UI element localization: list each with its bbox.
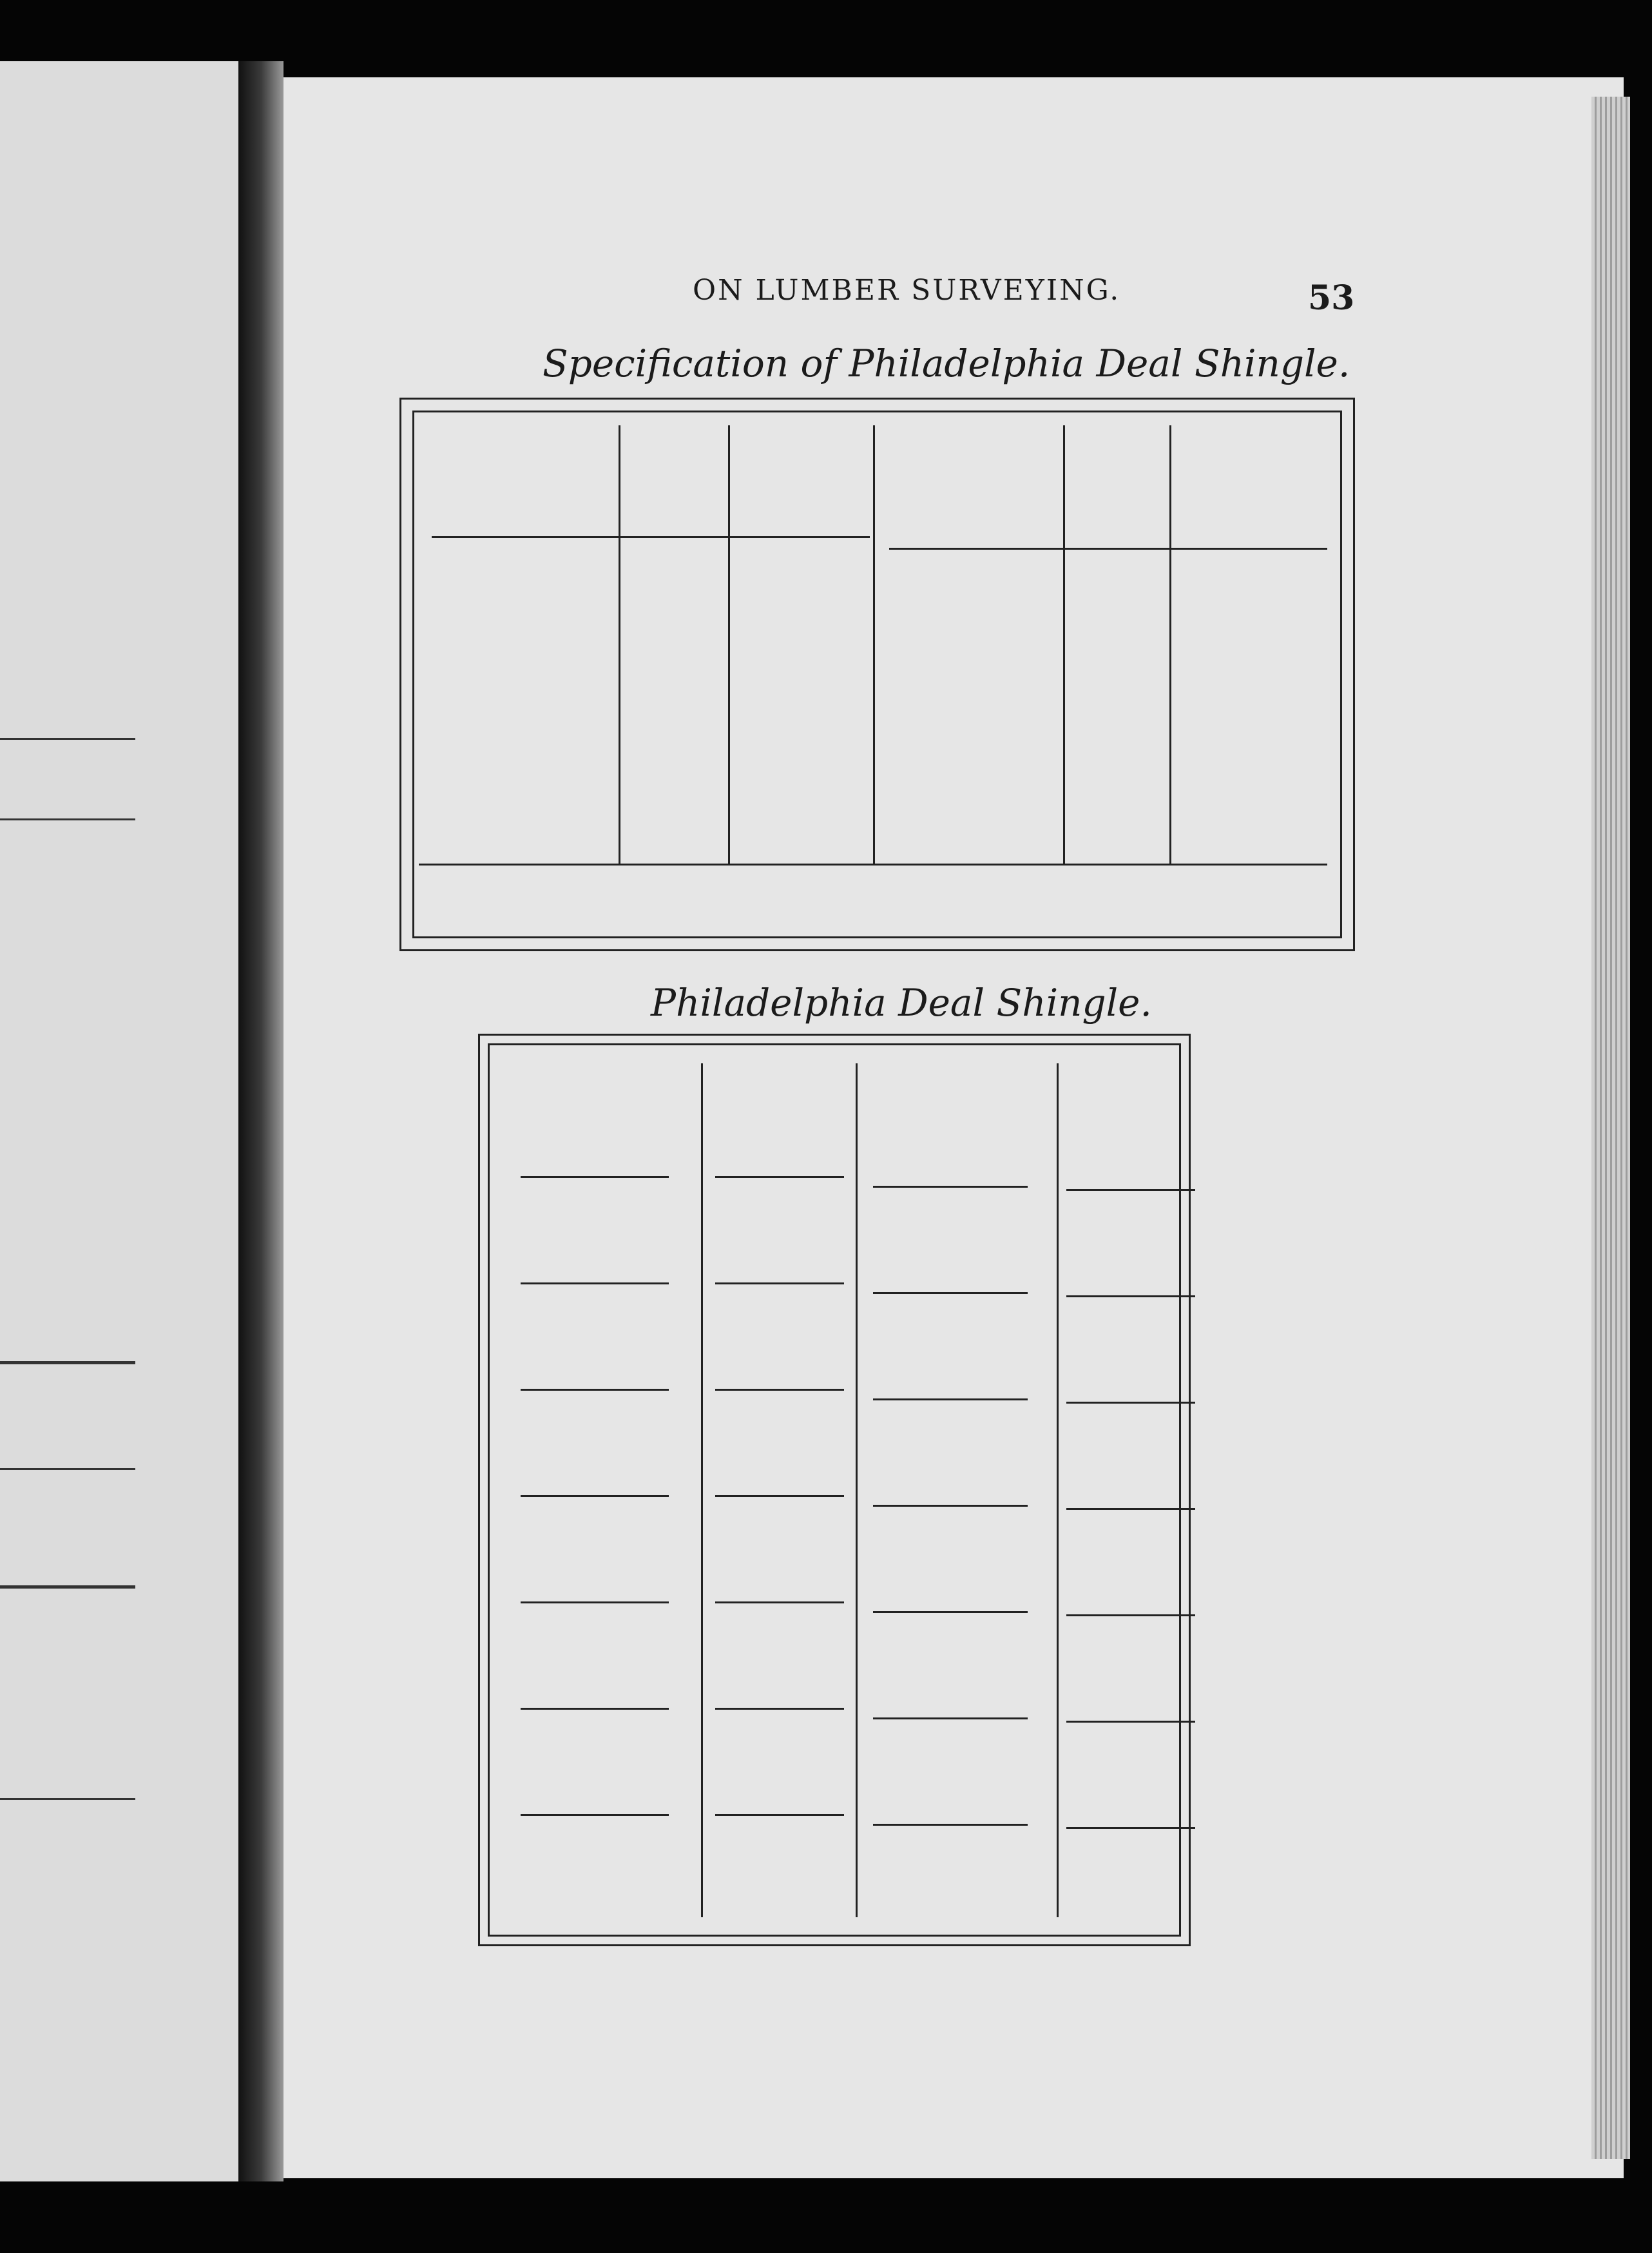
table2-row-rule	[715, 1708, 844, 1710]
table2-row-rule	[873, 1717, 1028, 1719]
running-title: ON LUMBER SURVEYING.	[693, 274, 1121, 307]
table1-inner-frame	[412, 411, 1342, 938]
table2-row-rule	[873, 1292, 1028, 1294]
table1-column-rule	[619, 425, 620, 864]
table2-row-rule	[715, 1389, 844, 1391]
table2-row-rule	[715, 1814, 844, 1816]
table1-column-rule	[1169, 425, 1171, 864]
table2-row-rule	[1066, 1295, 1195, 1297]
table2-row-rule	[521, 1495, 669, 1497]
table1-header-rule	[432, 536, 870, 538]
table2-row-rule	[1066, 1614, 1195, 1616]
left-rule	[0, 1468, 135, 1470]
book-gutter	[238, 61, 283, 2181]
page-number: 53	[1308, 278, 1355, 318]
table2-row-rule	[873, 1611, 1028, 1613]
table2-row-rule	[521, 1708, 669, 1710]
left-page	[0, 61, 241, 2181]
table2-column-rule	[856, 1063, 858, 1917]
table2-row-rule	[1066, 1721, 1195, 1723]
page-edges	[1591, 97, 1630, 2159]
table2-row-rule	[521, 1282, 669, 1284]
left-rule	[0, 1798, 135, 1800]
table1-column-rule	[1063, 425, 1065, 864]
table2-row-rule	[521, 1814, 669, 1816]
table1-total-rule	[419, 864, 1327, 865]
table2-row-rule	[873, 1505, 1028, 1507]
table2-row-rule	[521, 1176, 669, 1178]
table2-row-rule	[715, 1495, 844, 1497]
left-rule	[0, 1361, 135, 1364]
table2-row-rule	[715, 1282, 844, 1284]
table2-row-rule	[873, 1824, 1028, 1826]
table2-row-rule	[715, 1601, 844, 1603]
table1-column-rule	[873, 425, 875, 864]
table2-row-rule	[521, 1389, 669, 1391]
table2-row-rule	[1066, 1508, 1195, 1510]
table2-row-rule	[521, 1601, 669, 1603]
table2-row-rule	[1066, 1402, 1195, 1404]
table2-column-rule	[1057, 1063, 1059, 1917]
table1-header-rule	[889, 548, 1327, 550]
table1-column-rule	[728, 425, 730, 864]
table2-row-rule	[873, 1398, 1028, 1400]
table2-row-rule	[1066, 1827, 1195, 1829]
left-rule	[0, 738, 135, 740]
table2-caption: Philadelphia Deal Shingle.	[651, 981, 1152, 1025]
table2-column-rule	[701, 1063, 703, 1917]
table2-row-rule	[1066, 1189, 1195, 1191]
table2-row-rule	[715, 1176, 844, 1178]
table2-row-rule	[873, 1186, 1028, 1188]
table1-caption: Specification of Philadelphia Deal Shingle.	[543, 342, 1350, 385]
left-rule	[0, 818, 135, 820]
left-rule	[0, 1585, 135, 1589]
